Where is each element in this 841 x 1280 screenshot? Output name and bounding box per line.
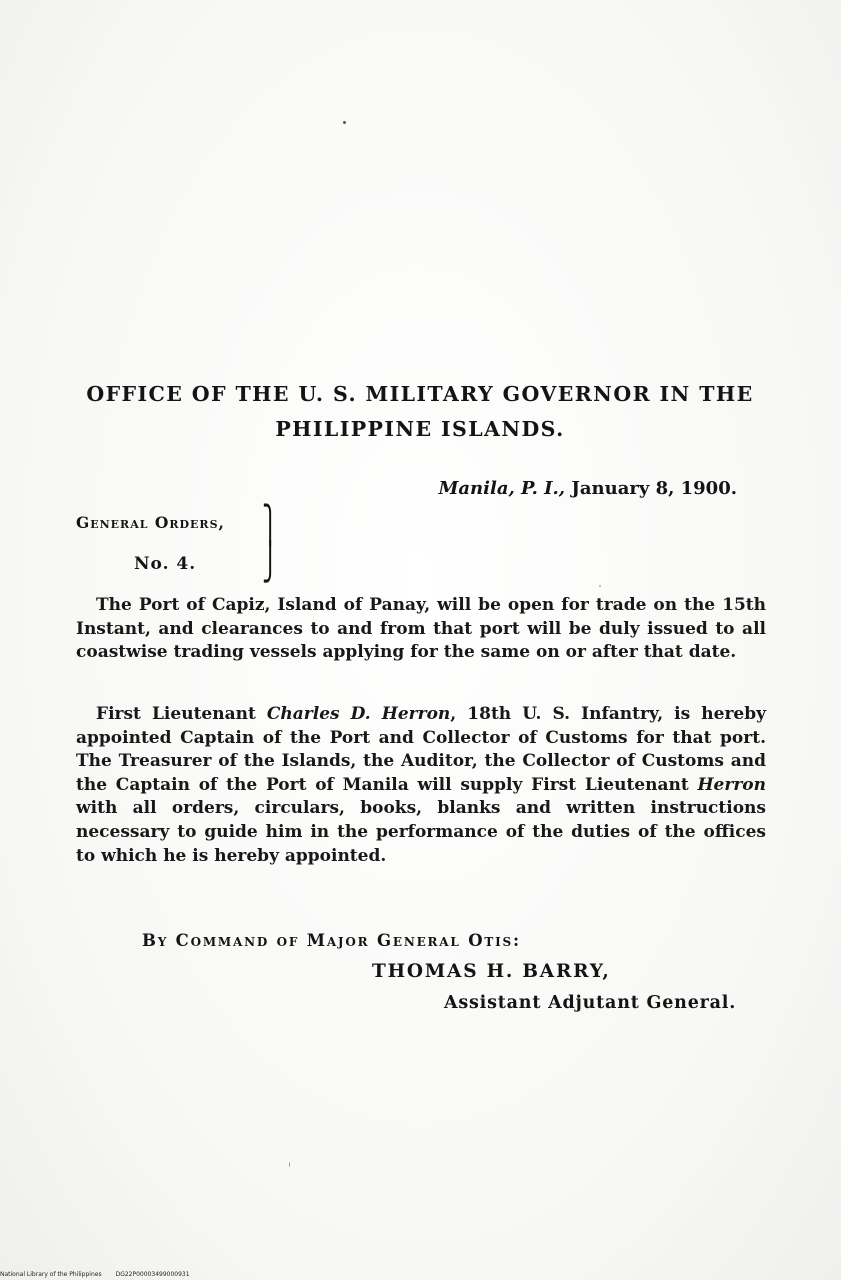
general-orders-number: No. 4. — [134, 554, 197, 574]
footer-code: DG22P00003499000931 — [115, 1271, 190, 1278]
officer-name-short: Herron — [697, 774, 766, 795]
signer-name: THOMAS H. BARRY, — [372, 961, 611, 982]
footer-library: National Library of the Philippines — [0, 1271, 102, 1278]
heading-line-2: PHILIPPINE ISLANDS. — [275, 417, 565, 441]
officer-name-full: Charles D. Herron — [266, 704, 451, 724]
heading-line-1: OFFICE OF THE U. S. MILITARY GOVERNOR IN THE — [86, 382, 754, 406]
p2-text-a: First Lieutenant — [96, 704, 267, 724]
dateline-date: January 8, 1900. — [571, 478, 737, 499]
brace-top: ⎫ — [262, 505, 279, 546]
paragraph-port-opening: The Port of Capiz, Island of Panay, will be open for trade on the 15th Instant, and clearances to and from that port will be duly issued to all coastwise trading vessels applying for the same on or after that date. — [76, 595, 766, 663]
general-orders-label: General Orders, — [76, 513, 225, 532]
p2-text-b: , 18th U. S. Infantry, is hereby appointed Captain of the Port and Collector of Customs for that port. The Treasurer of the Islands, the Auditor, the Collector of Customs and the Captain of the Port of Manila will supply First Lieutenant — [76, 704, 766, 795]
brace-bottom: ⎭ — [262, 542, 279, 583]
dateline — [438, 478, 737, 499]
signer-title: Assistant Adjutant General. — [444, 993, 737, 1013]
scan-footer — [0, 1271, 190, 1278]
paragraph-appointment — [76, 703, 766, 868]
paper-speck — [599, 585, 601, 587]
p2-text-c: with all orders, circulars, books, blanks and written instructions necessary to guide him in the performance of the duties of the offices to which he is hereby appointed. — [76, 798, 766, 866]
command-line: By Command of Major General Otis: — [142, 931, 521, 950]
dateline-place: Manila, P. I., — [438, 478, 566, 499]
paper-speck — [289, 1162, 290, 1167]
paper-speck — [343, 121, 346, 124]
